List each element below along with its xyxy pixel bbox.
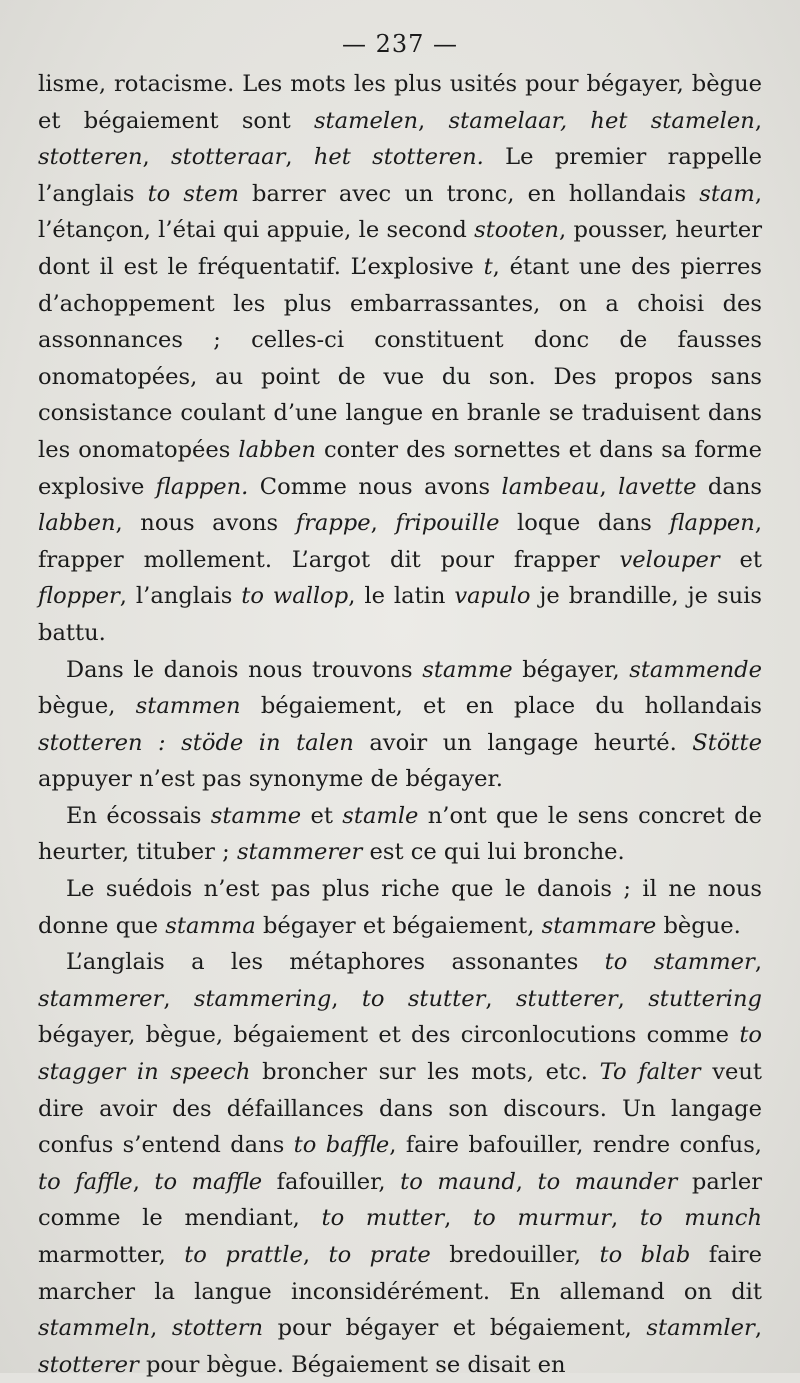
text-run: , xyxy=(132,1168,155,1195)
text-run: , xyxy=(754,107,762,134)
text-run: , xyxy=(370,510,396,537)
italic-term: stamme xyxy=(210,802,302,829)
italic-term: stammler xyxy=(646,1315,755,1342)
text-run: bégayer, bègue, bégaiement et des circonlocutions comme xyxy=(38,1022,740,1049)
text-run: fafouiller, xyxy=(262,1168,401,1195)
text-run: , xyxy=(754,1315,762,1342)
text-run: pour bégayer et bégaiement, xyxy=(263,1315,647,1342)
italic-term: flopper xyxy=(38,583,120,610)
text-run: , xyxy=(285,144,314,171)
italic-term: to blab xyxy=(599,1242,691,1268)
italic-term: to faffle xyxy=(38,1168,133,1195)
text-run: veut dire avoir des défaillances dans son discours. Un langage confus s’entend dans xyxy=(38,1059,762,1159)
text-run: , xyxy=(485,985,516,1012)
text-run: , nous avons xyxy=(115,510,296,537)
text-run: pour bègue. Bégaiement se disait en xyxy=(138,1351,566,1378)
italic-term: stammerer xyxy=(38,985,164,1012)
text-run: dans xyxy=(696,473,762,500)
italic-term: frappe xyxy=(295,510,371,537)
paragraph xyxy=(38,944,762,1383)
text-run xyxy=(567,108,590,134)
italic-term: stuttering xyxy=(648,985,762,1012)
text-run: , étant une des pierres d’achoppement les plus embarrassantes, on a choisi des assonnances ; celles-ci constituent donc de fausses onomatopées, au point de vue du son. Des propos sans consistance coulant d’une langue en branle se traduisent dans les onomatopées xyxy=(38,253,762,463)
italic-term: stammerer xyxy=(236,839,363,866)
text-run: , xyxy=(599,473,619,500)
italic-term: stotteraar xyxy=(171,144,286,171)
italic-term: stamma xyxy=(165,912,256,939)
italic-term: t xyxy=(483,253,493,280)
text-run: , xyxy=(150,1315,172,1342)
italic-term: to maffle xyxy=(154,1168,263,1195)
paragraph xyxy=(38,871,762,944)
italic-term: stammeln xyxy=(38,1315,151,1342)
text-run: , xyxy=(617,985,649,1012)
italic-term: to stammer xyxy=(604,949,755,976)
italic-term: stammering xyxy=(193,985,332,1012)
text-run: , xyxy=(331,985,362,1012)
text-run: marmotter, xyxy=(38,1242,185,1268)
italic-term: het stamelen xyxy=(590,107,755,134)
italic-term: to stem xyxy=(147,180,239,207)
italic-term: flappen xyxy=(669,510,755,537)
text-run: , faire bafouiller, rendre confus, xyxy=(389,1132,762,1159)
italic-term: lavette xyxy=(618,473,697,500)
text-run: conter des sornettes et dans sa forme explosive xyxy=(38,436,762,500)
italic-term: to prattle xyxy=(184,1242,303,1268)
italic-term: Stötte xyxy=(692,729,762,756)
text-run: et xyxy=(719,546,762,573)
text-run: , xyxy=(302,1242,329,1268)
text-run: bègue, xyxy=(38,693,136,720)
text-run: , le latin xyxy=(348,583,455,610)
italic-term: to munch xyxy=(639,1205,763,1232)
italic-term: to maund xyxy=(400,1168,516,1195)
text-run: est ce qui lui bronche. xyxy=(362,839,625,866)
italic-term: stamelaar, xyxy=(448,107,568,134)
italic-term: fripouille xyxy=(395,510,500,537)
italic-term: stamme xyxy=(422,656,513,683)
italic-term: stotteren xyxy=(38,144,143,171)
text-run: , xyxy=(754,949,762,976)
italic-term: to maunder xyxy=(537,1168,678,1195)
italic-term: flappen. xyxy=(155,473,249,500)
text-run: et xyxy=(301,802,343,829)
italic-term: velouper xyxy=(619,546,720,573)
text-run: avoir un langage heurté. xyxy=(353,729,693,756)
italic-term: to wallop xyxy=(241,583,349,610)
text-run: Comme nous avons xyxy=(248,473,502,500)
text-run: , xyxy=(418,107,449,134)
text-run: appuyer n’est pas synonyme de bégayer. xyxy=(38,766,503,793)
italic-term: To falter xyxy=(599,1059,701,1086)
italic-term: het stotteren. xyxy=(313,144,484,171)
text-run: broncher sur les mots, etc. xyxy=(250,1059,600,1086)
italic-term: to stagger in speech xyxy=(38,1022,762,1086)
text-run: Dans le danois nous trouvons xyxy=(66,656,423,683)
text-run: bredouiller, xyxy=(430,1242,600,1268)
italic-term: stutterer xyxy=(515,985,618,1012)
text-run: parler comme le mendiant, xyxy=(38,1168,762,1232)
text-run: n’ont que le sens concret de heurter, tituber ; xyxy=(38,802,762,866)
text-run: bégayer, xyxy=(512,656,630,683)
italic-term: stottern xyxy=(171,1315,264,1342)
text-run: bégayer et bégaiement, xyxy=(255,912,542,939)
italic-term: to stutter xyxy=(361,985,486,1012)
paragraph xyxy=(38,652,762,798)
italic-term: to murmur xyxy=(473,1205,611,1232)
italic-term: stotteren : stöde in talen xyxy=(38,729,354,756)
text-run: bègue. xyxy=(656,912,741,939)
italic-term: stooten xyxy=(474,217,559,244)
text-run: Le suédois n’est pas plus riche que le danois ; il ne nous donne que xyxy=(38,876,762,939)
text-run: , l’étançon, l’étai qui appuie, le second xyxy=(38,180,763,244)
text-run: , xyxy=(515,1168,538,1195)
italic-term: stammen xyxy=(135,693,241,720)
italic-term: stammare xyxy=(541,912,657,939)
text-run: , xyxy=(611,1205,640,1232)
text-run: loque dans xyxy=(499,510,670,537)
text-run: je brandille, je suis battu. xyxy=(38,583,762,646)
italic-term: labben xyxy=(38,510,116,537)
italic-term: labben xyxy=(238,436,316,463)
text-run: , pousser, heurter dont il est le fréquentatif. L’explosive xyxy=(38,217,762,280)
text-run: Le premier rappelle l’anglais xyxy=(38,144,762,207)
text-run: barrer avec un tronc, en hollandais xyxy=(238,180,700,207)
italic-term: stamelen xyxy=(313,107,419,134)
text-run: L’anglais a les métaphores assonantes xyxy=(66,949,605,976)
italic-term: to baffle xyxy=(293,1132,390,1159)
italic-term: to mutter xyxy=(321,1205,445,1232)
italic-term: lambeau xyxy=(501,473,600,500)
text-run: bégaiement, et en place du hollandais xyxy=(240,693,762,720)
text-run: , xyxy=(163,985,194,1012)
italic-term: stotterer xyxy=(38,1351,139,1378)
paragraph xyxy=(38,798,762,871)
paragraph xyxy=(38,66,762,652)
text-run: , l’anglais xyxy=(119,583,242,610)
text-run: , xyxy=(444,1205,474,1232)
italic-term: to prate xyxy=(328,1242,431,1268)
text-run: lisme, rotacisme. Les mots les plus usités pour bégayer, bègue et bégaiement sont xyxy=(38,71,762,134)
text-run: , frapper mollement. L’argot dit pour frapper xyxy=(38,510,763,573)
italic-term: stamle xyxy=(342,802,419,829)
body-text xyxy=(38,66,762,1383)
italic-term: stam xyxy=(699,180,755,207)
italic-term: stammende xyxy=(629,656,762,683)
text-run: faire marcher la langue inconsidérément. En allemand on dit xyxy=(38,1242,762,1305)
text-run: En écossais xyxy=(66,802,211,829)
page-number: — 237 — xyxy=(341,30,459,58)
italic-term: vapulo xyxy=(454,583,531,610)
text-run: , xyxy=(142,144,172,171)
